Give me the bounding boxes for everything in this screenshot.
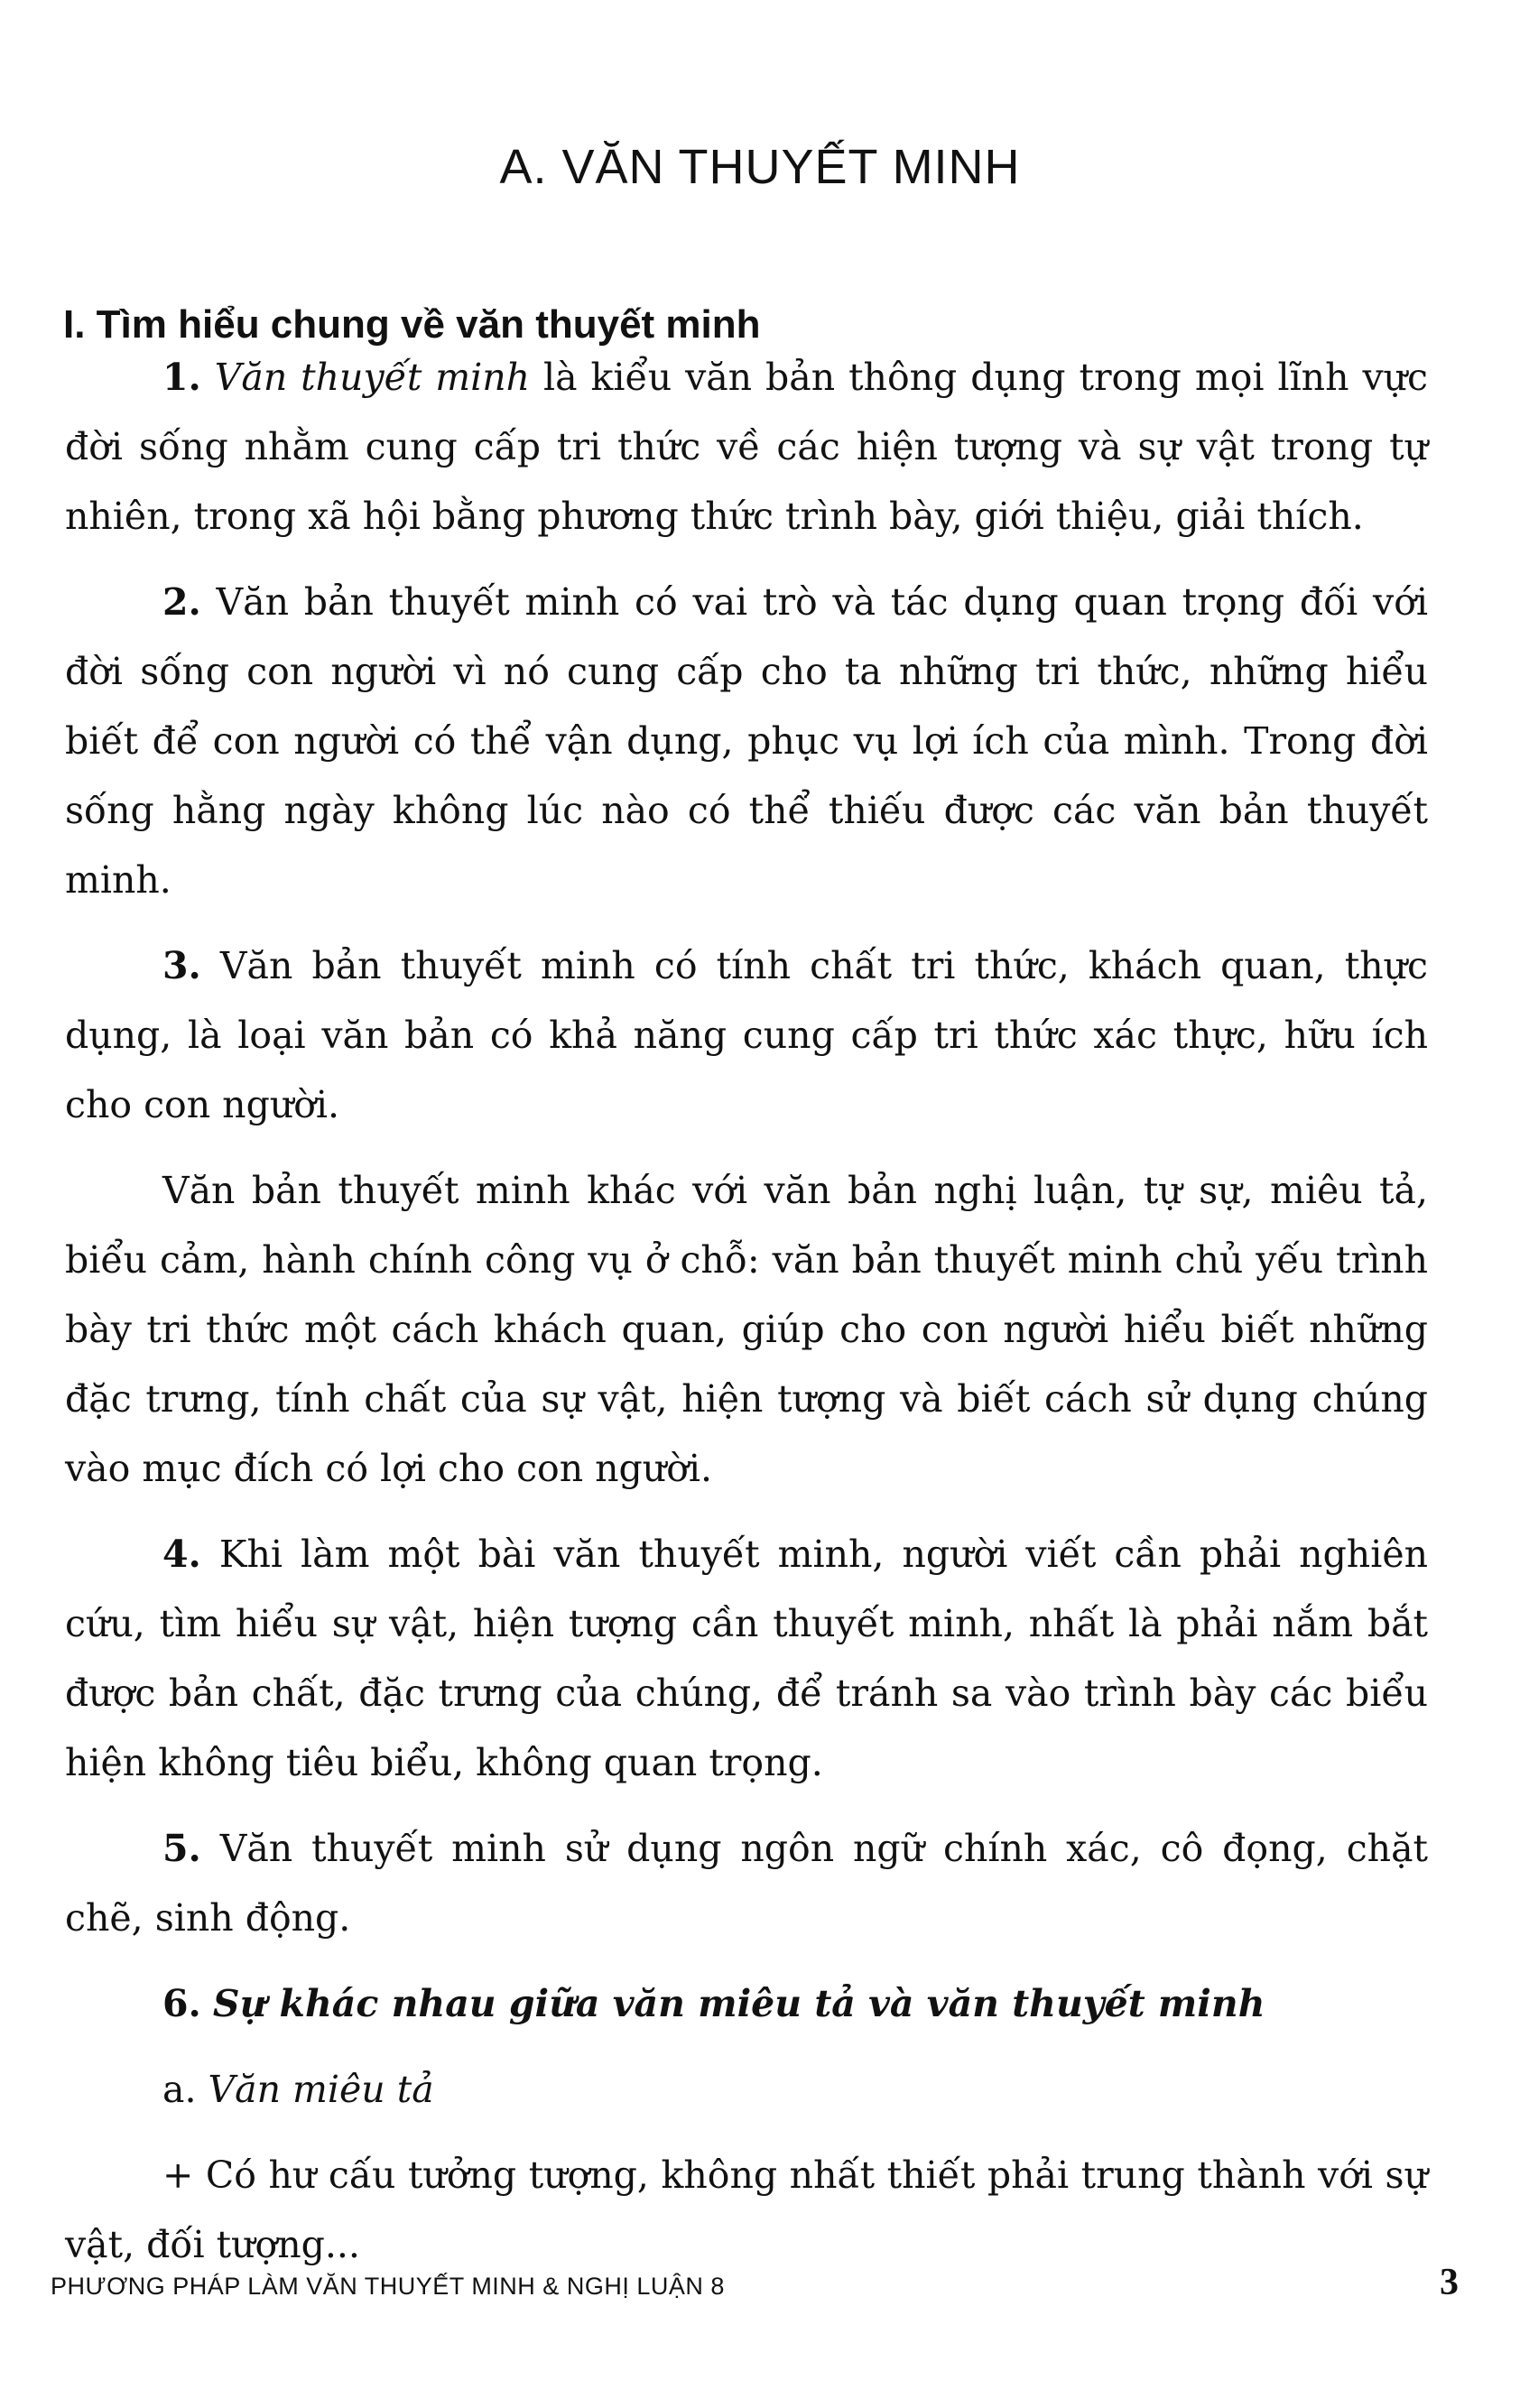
paragraph-3: [65, 931, 1428, 1140]
paragraph-text: + Có hư cấu tưởng tượng, không nhất thiết phải trung thành với sự vật, đối tượng...: [65, 2153, 1428, 2266]
paragraph-number: 1.: [162, 356, 201, 399]
paragraph-number: 6.: [162, 1982, 201, 2025]
page-number: 3: [1440, 2262, 1459, 2303]
paragraph-number: 2.: [162, 580, 201, 624]
paragraph-text: Văn bản thuyết minh khác với văn bản nghị luận, tự sự, miêu tả, biểu cảm, hành chính công vụ ở chỗ: văn bản thuyết minh chủ yếu trình bày tri thức một cách khách quan, giúp cho con người hiểu biết những đặc trưng, tính chất của sự vật, hiện tượng và biết cách sử dụng chúng vào mục đích có lợi cho con người.: [65, 1169, 1428, 1490]
defined-term: Văn thuyết minh: [214, 356, 531, 399]
paragraph-3-continued: [65, 1156, 1428, 1504]
paragraph-text: Văn thuyết minh sử dụng ngôn ngữ chính xác, cô đọng, chặt chẽ, sinh động.: [65, 1827, 1428, 1940]
paragraph-number: 5.: [162, 1827, 201, 1870]
book-title: PHƯƠNG PHÁP LÀM VĂN THUYẾT MINH & NGHỊ LUẬN 8: [51, 2273, 725, 2300]
section-heading: I. Tìm hiểu chung về văn thuyết minh: [63, 301, 761, 347]
paragraph-text: Văn bản thuyết minh có tính chất tri thức, khách quan, thực dụng, là loại văn bản có khả năng cung cấp tri thức xác thực, hữu ích cho con người.: [65, 944, 1428, 1126]
paragraph-4: [65, 1520, 1428, 1798]
paragraph-6a-point: [65, 2141, 1428, 2280]
paragraph-2: [65, 568, 1428, 915]
page-footer: [51, 2261, 1459, 2306]
paragraph-text: là kiểu văn bản thông dụng trong mọi lĩnh vực đời sống nhằm cung cấp tri thức về các hiện tượng và sự vật trong tự nhiên, trong xã hội bằng phương thức trình bày, giới thiệu, giải thích.: [65, 356, 1428, 538]
paragraph-1: [65, 343, 1428, 551]
subsection-heading: Sự khác nhau giữa văn miêu tả và văn thuyết minh: [212, 1982, 1265, 2025]
item-heading: Văn miêu tả: [208, 2068, 434, 2111]
paragraph-number: 3.: [162, 944, 201, 987]
paragraph-text: Văn bản thuyết minh có vai trò và tác dụng quan trọng đối với đời sống con người vì nó cung cấp cho ta những tri thức, những hiểu biết để con người có thể vận dụng, phục vụ lợi ích của mình. Trong đời sống hằng ngày không lúc nào có thể thiếu được các văn bản thuyết minh.: [65, 580, 1428, 902]
paragraph-6a-heading: [65, 2055, 1428, 2125]
paragraph-text: Khi làm một bài văn thuyết minh, người viết cần phải nghiên cứu, tìm hiểu sự vật, hiện tượng cần thuyết minh, nhất là phải nắm bắt được bản chất, đặc trưng của chúng, để tránh sa vào trình bày các biểu hiện không tiêu biểu, không quan trọng.: [65, 1533, 1428, 1784]
paragraph-5: [65, 1814, 1428, 1953]
paragraph-number: 4.: [162, 1533, 201, 1576]
page-title: A. VĂN THUYẾT MINH: [499, 140, 1021, 195]
paragraph-6-heading: [65, 1969, 1428, 2039]
item-label: a.: [162, 2068, 197, 2111]
body-text: [65, 343, 1428, 2280]
